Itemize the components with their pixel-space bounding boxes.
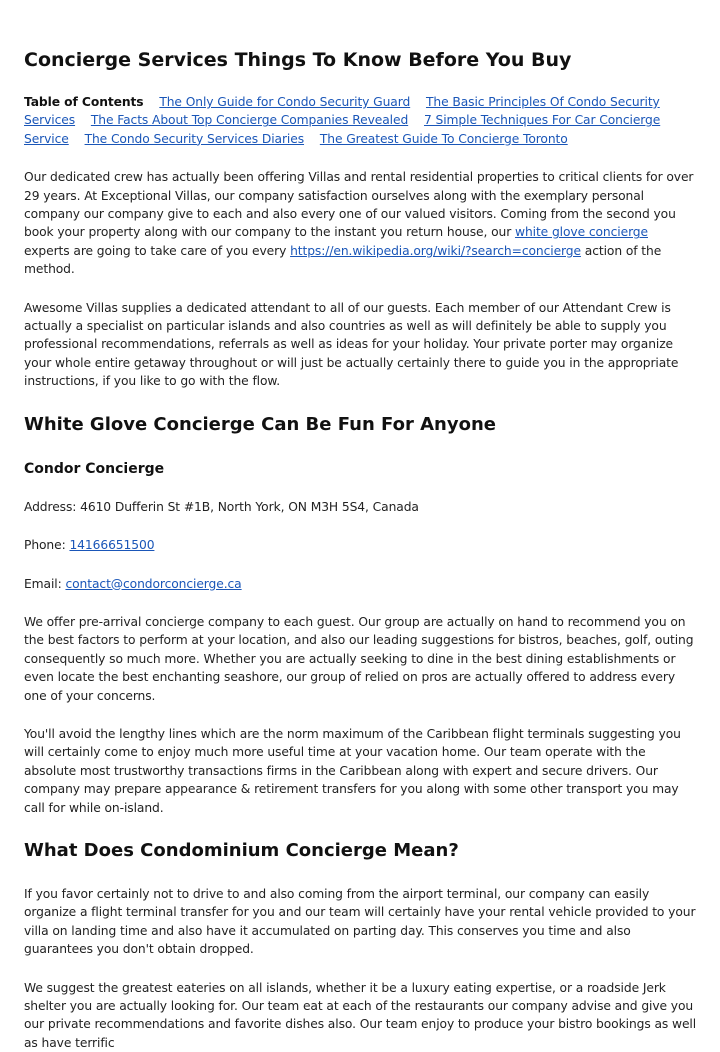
paragraph-attendant: Awesome Villas supplies a dedicated attendant to all of our guests. Each member of our Attendant Crew is actually a specialist on particular islands and also countries as well as will definitely be able to supply you professional recommendations, referrals as well as ideas for your holiday. Your private porter may organize your whole entire getaway throughout or will just be actually certainly there to guide you in the appropriate instructions, if you like to go with the flow. bbox=[24, 300, 679, 389]
phone-link[interactable]: 14166651500 bbox=[69, 538, 155, 553]
paragraph-pre-arrival: We offer pre-arrival concierge company to each guest. Our group are actually on hand to recommend you on the best factors to perform at your location, and also our leading suggestions for bistros, beaches, golf, outing consequently so much more. Whether you are actually seeking to dine in the best dining establishments or even locate the best enchanting seashore, our group of relied on pros are actually offered to address every one of your concerns. bbox=[24, 614, 694, 703]
paragraph-airport-transfer: If you favor certainly not to drive to and also coming from the airport terminal, our company can easily organize a flight terminal transfer for you and our team will certainly have your rental vehicle provided to your villa on landing time and also have it accumulated on parting day. This conserves you time and also guarantees you don't obtain dropped. bbox=[24, 886, 696, 957]
white-glove-concierge-link[interactable]: white glove concierge bbox=[514, 225, 648, 240]
paragraph-intro-text-3: action of the method. bbox=[24, 243, 662, 277]
toc-link-condo-security-diaries[interactable]: The Condo Security Services Diaries bbox=[84, 131, 305, 146]
company-phone bbox=[24, 536, 697, 554]
table-of-contents bbox=[24, 93, 697, 148]
paragraph-transfers: You'll avoid the lengthy lines which are the norm maximum of the Caribbean flight terminals suggesting you will certainly come to enjoy much more useful time at your vacation home. Our team operate with the absolute most trustworthy transactions firms in the Caribbean along with expert and secure drivers. Our company may prepare appearance & retirement transfers for you along with some other transport you may call for while on-island. bbox=[24, 726, 681, 815]
company-email bbox=[24, 575, 697, 593]
toc-link-condo-security-services[interactable]: The Basic Principles Of Condo Security Services bbox=[24, 95, 660, 128]
toc-label: Table of Contents bbox=[24, 95, 144, 109]
wikipedia-concierge-link[interactable]: https://en.wikipedia.org/wiki/?search=concierge bbox=[290, 243, 581, 258]
paragraph-intro bbox=[24, 168, 697, 278]
company-name: Condor Concierge bbox=[24, 460, 165, 477]
toc-link-concierge-toronto[interactable]: The Greatest Guide To Concierge Toronto bbox=[319, 131, 568, 146]
toc-link-top-concierge-companies[interactable]: The Facts About Top Concierge Companies Revealed bbox=[90, 113, 409, 128]
paragraph-intro-text-1: Our dedicated crew has actually been offering Villas and rental residential properties to critical clients for over 29 years. At Exceptional Villas, our company satisfaction ourselves along with the exemplary personal company our company give to each and also every one of our valued visitors. Coming from the second you book your property along with our company to the instant you return house, our bbox=[24, 170, 694, 240]
phone-label: Phone: bbox=[24, 538, 70, 553]
email-link[interactable]: contact@condorconcierge.ca bbox=[65, 576, 242, 591]
paragraph-eateries: We suggest the greatest eateries on all islands, whether it be a luxury eating expertise, or a roadside Jerk shelter you are actually looking for. Our team eat at each of the restaurants our company advise and give you our private recommendations and favorite dishes also. Our team enjoy to produce your bistro bookings as well as have terrific bbox=[24, 980, 697, 1050]
company-address: Address: 4610 Dufferin St #1B, North York, ON M3H 5S4, Canada bbox=[24, 499, 419, 514]
email-label: Email: bbox=[24, 576, 66, 591]
section-heading-white-glove: White Glove Concierge Can Be Fun For Anyone bbox=[24, 413, 496, 435]
toc-link-condo-security-guard[interactable]: The Only Guide for Condo Security Guard bbox=[159, 95, 411, 109]
section-heading-condominium-concierge: What Does Condominium Concierge Mean? bbox=[24, 839, 459, 861]
toc-link-car-concierge-service[interactable]: 7 Simple Techniques For Car Concierge Service bbox=[24, 113, 661, 146]
paragraph-intro-text-2: experts are going to take care of you every bbox=[24, 243, 291, 258]
page-title: Concierge Services Things To Know Before You Buy bbox=[24, 49, 572, 71]
